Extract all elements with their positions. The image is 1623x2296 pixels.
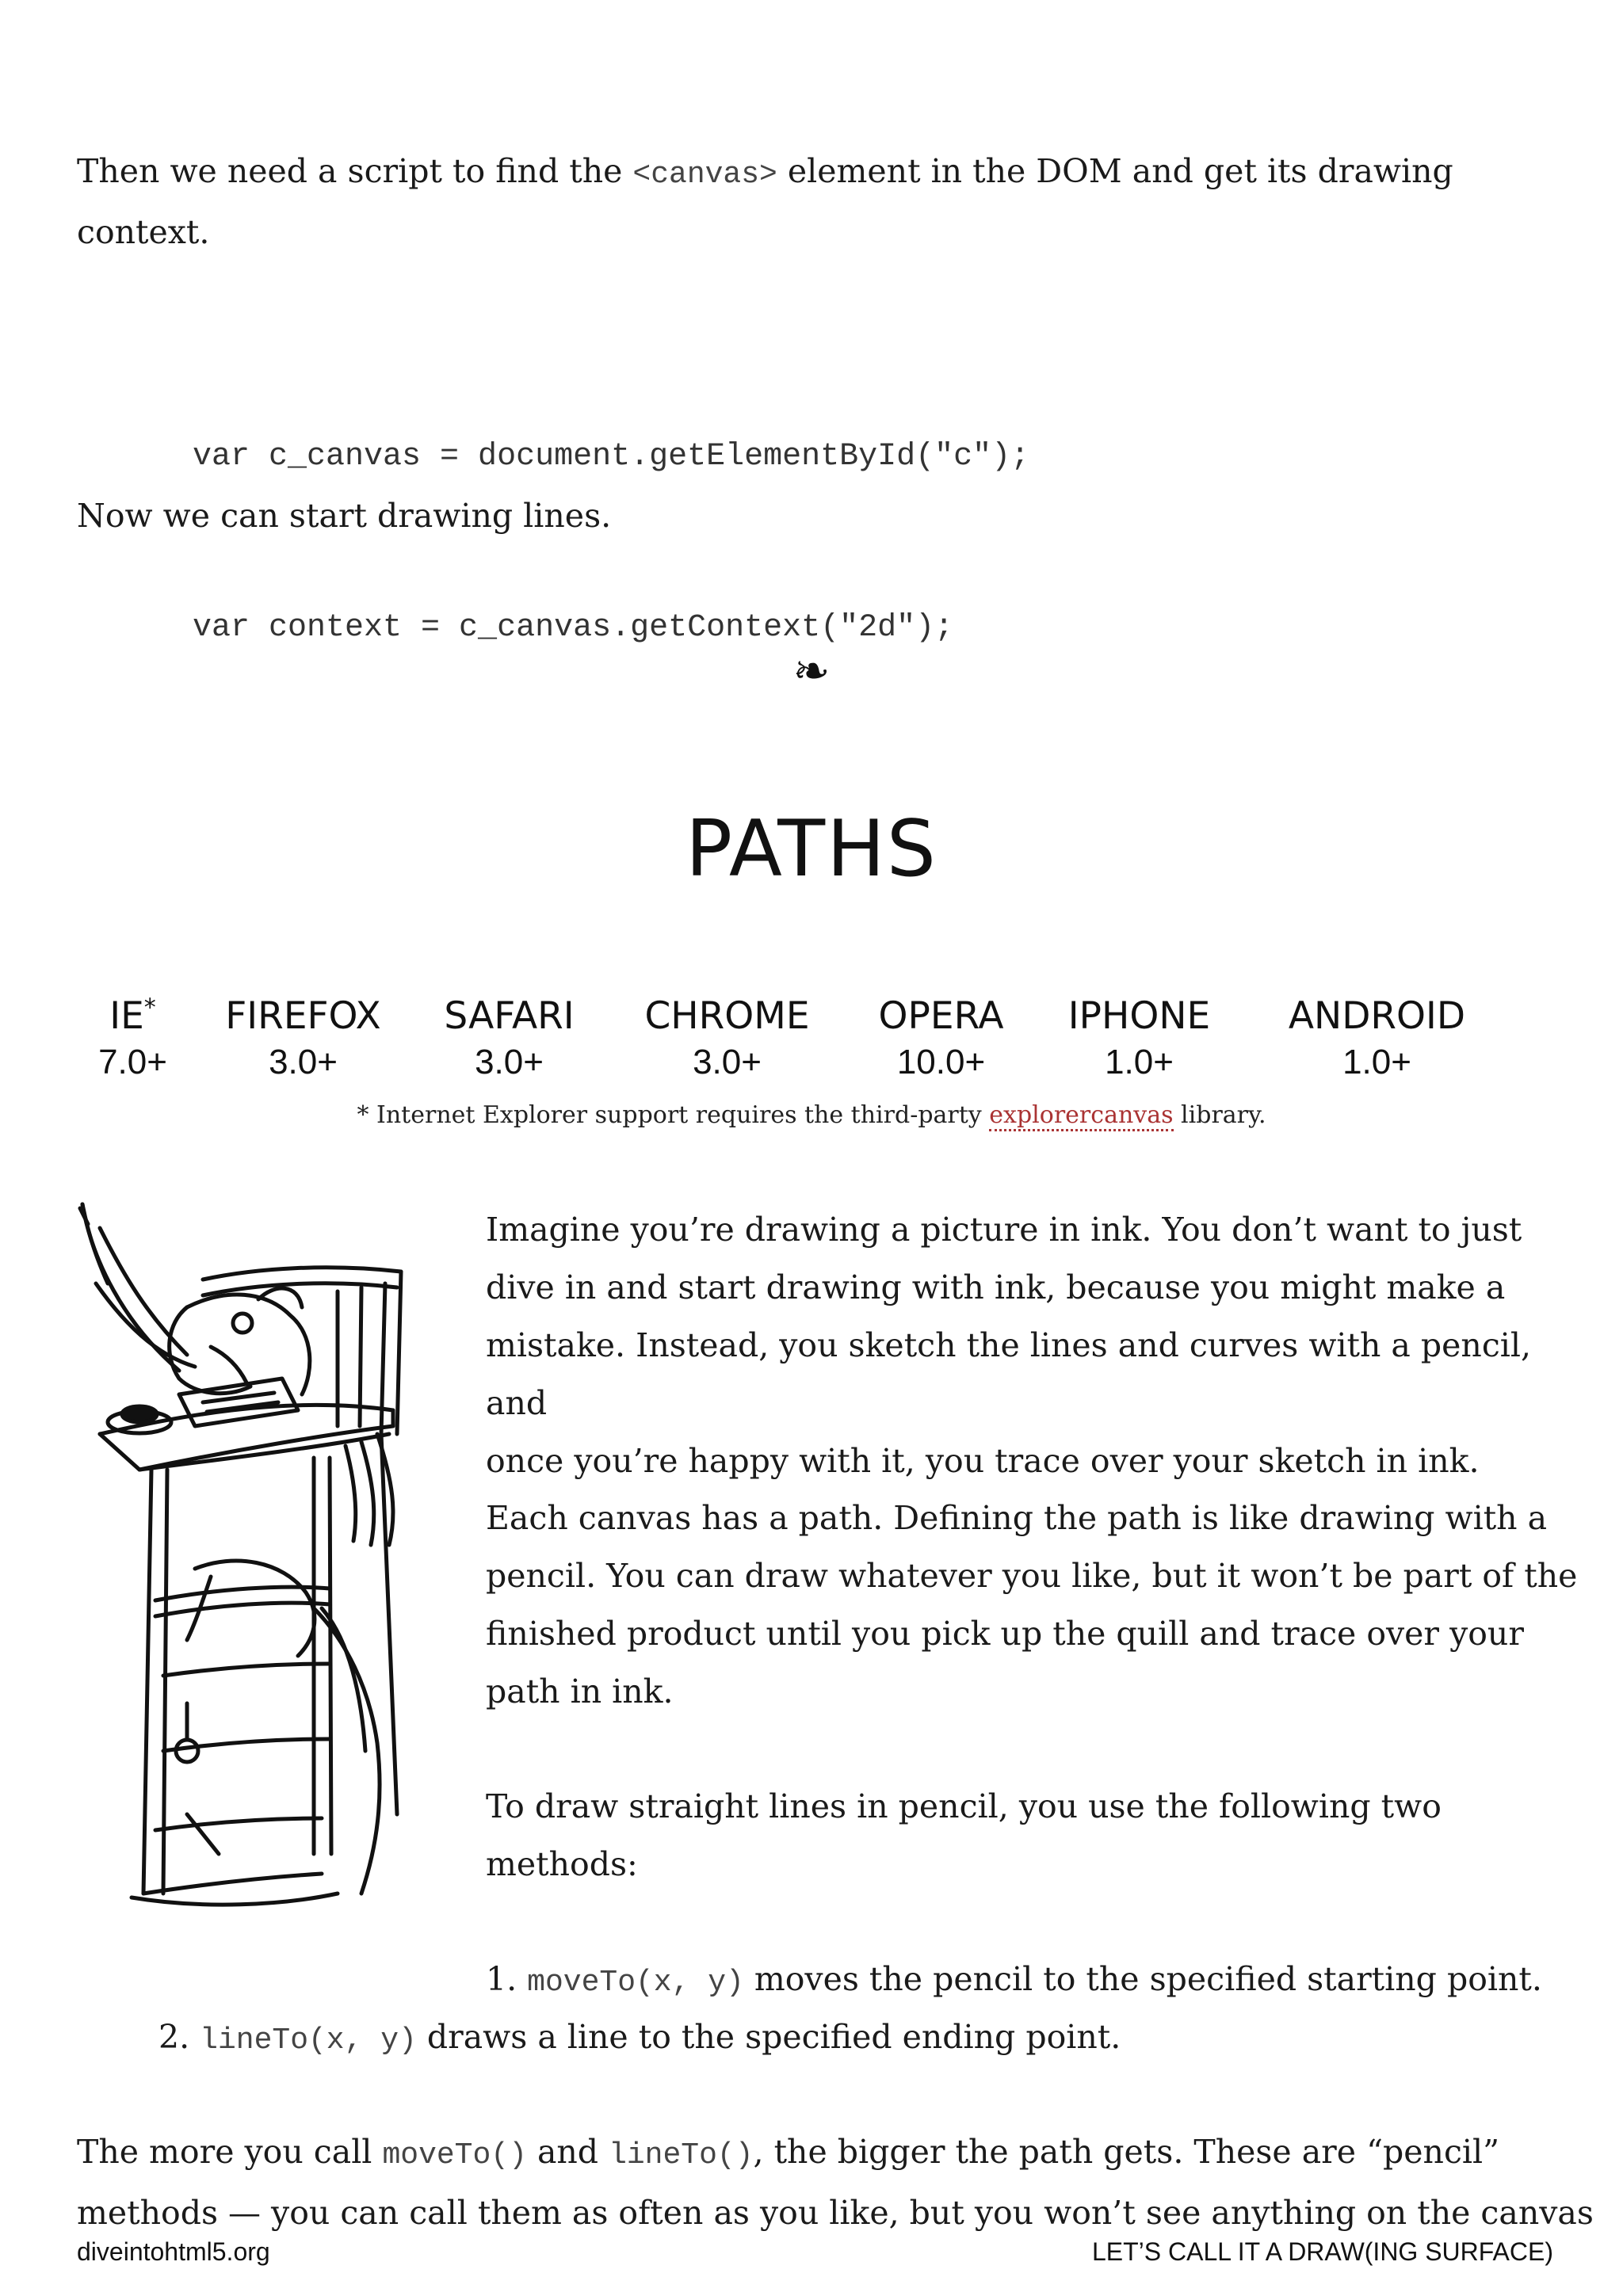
browser-support-table (0, 994, 1623, 1097)
list-item: 1. moveTo(x, y) moves the pencil to the specified starting point. (486, 1960, 1542, 2000)
browser-star: * (143, 994, 156, 1022)
footer-site-url: diveintohtml5.org (77, 2237, 270, 2266)
footer-chapter-title: LET’S CALL IT A DRAW(ING SURFACE) (1091, 2237, 1553, 2266)
browser-name: ANDROID (1288, 994, 1466, 1038)
browser-col-safari (420, 994, 598, 1082)
paragraph-pencil-methods: The more you call moveTo() and lineTo(), the bigger the path gets. These are “pencil” methods — you can call them as often as you like, but you won’t see anything on the canvas (77, 2133, 1594, 2232)
browser-col-opera (852, 994, 1030, 1082)
inline-code-moveto: moveTo() (382, 2138, 527, 2172)
list-number: 2. (158, 2018, 190, 2056)
browser-version: 7.0+ (98, 1043, 167, 1081)
intro-line-2: context. (77, 213, 210, 251)
browser-version: 3.0+ (269, 1043, 338, 1081)
browser-version: 3.0+ (475, 1043, 544, 1081)
explorercanvas-link[interactable]: explorercanvas (989, 1101, 1173, 1131)
browser-name: SAFARI (444, 994, 575, 1038)
browser-version: 10.0+ (896, 1043, 986, 1081)
now-paragraph: Now we can start drawing lines. (77, 497, 612, 535)
code-line: var c_canvas = document.getElementById("c"); (193, 439, 1030, 475)
paragraph-ink-analogy: Imagine you’re drawing a picture in ink. You don’t want to just dive in and start drawing with ink, because you might make a mistake. Instead, you sketch the lines and curves with a pencil, and once you’re happy with it, you trace over your sketch in ink. (486, 1211, 1532, 1480)
browser-version: 1.0+ (1342, 1043, 1411, 1081)
browser-name: IE (109, 994, 144, 1038)
browser-name: FIREFOX (225, 994, 381, 1038)
paragraph-canvas-path: Each canvas has a path. Defining the path is like drawing with a pencil. You can draw whatever you like, but it won’t be part of the finished product until you pick up the quill and trace over your path in ink. (486, 1499, 1578, 1711)
browser-col-ie (48, 994, 218, 1082)
browser-name: CHROME (644, 994, 810, 1038)
inline-code-lineto: lineTo() (609, 2138, 754, 2172)
inline-code-moveto: moveTo(x, y) (527, 1966, 744, 2000)
browser-col-iphone (1050, 994, 1228, 1082)
browser-col-android (1272, 994, 1482, 1082)
paragraph-methods-intro: To draw straight lines in pencil, you use the following two methods: (486, 1787, 1442, 1883)
intro-line-1: Then we need a script to find the <canvas> element in the DOM and get its drawing (77, 152, 1453, 192)
browser-col-chrome (630, 994, 824, 1082)
browser-name: IPHONE (1067, 994, 1211, 1038)
browser-name: OPERA (878, 994, 1004, 1038)
section-heading: PATHS (685, 804, 938, 894)
code-line: var context = c_canvas.getContext("2d"); (193, 610, 954, 646)
browser-footnote: * Internet Explorer support requires the third-party explorercanvas library. (0, 1101, 1623, 1129)
rat-drawing-illustration (76, 1196, 417, 1917)
browser-version: 3.0+ (693, 1043, 762, 1081)
list-item: 2. lineTo(x, y) draws a line to the specified ending point. (158, 2018, 1121, 2058)
fleuron-ornament-icon: ❧ (792, 646, 831, 697)
inline-code-lineto: lineTo(x, y) (200, 2023, 417, 2058)
browser-version: 1.0+ (1105, 1043, 1174, 1081)
intro-paragraph (77, 143, 1543, 261)
list-number: 1. (486, 1960, 517, 1998)
browser-col-firefox (214, 994, 392, 1082)
inline-code-canvas: <canvas> (632, 158, 777, 192)
